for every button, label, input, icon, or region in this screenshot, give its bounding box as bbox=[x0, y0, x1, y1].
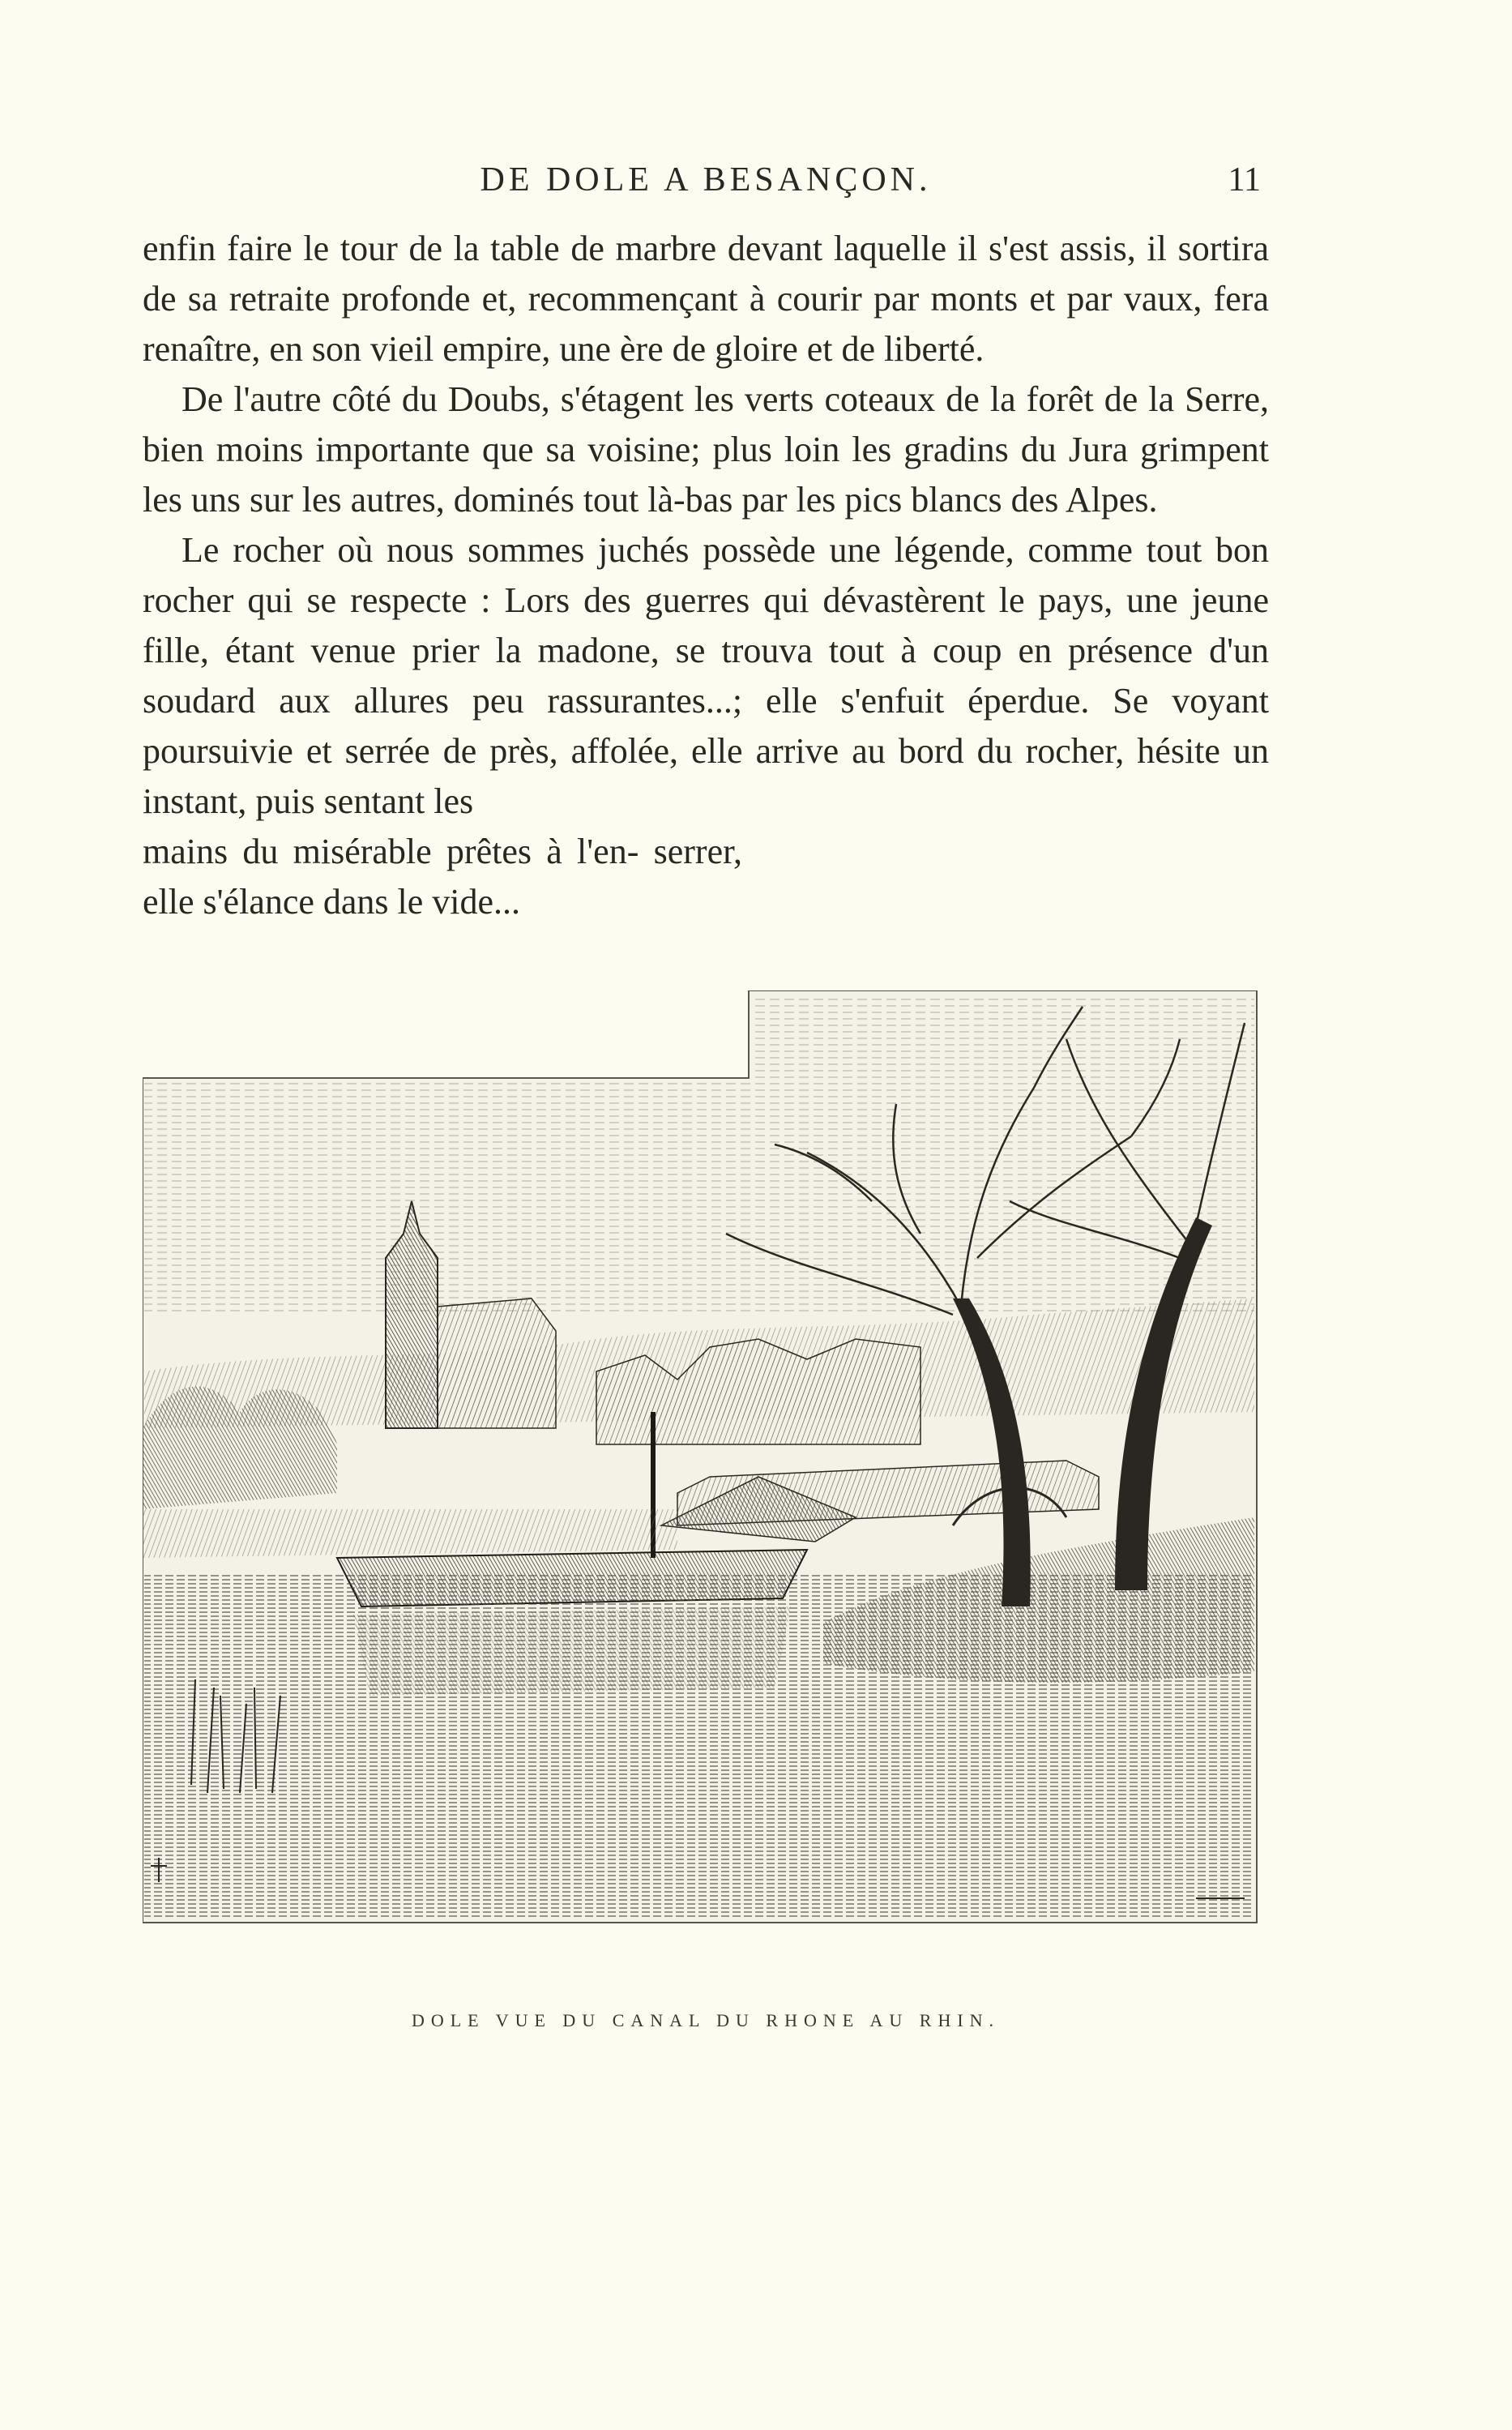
figure-caption: DOLE VUE DU CANAL DU RHONE AU RHIN. bbox=[411, 2010, 1001, 2030]
running-title: DE DOLE A BESANÇON. bbox=[480, 161, 932, 199]
body-text bbox=[143, 224, 1269, 927]
paragraph-legend-end: mains du misérable prêtes à l'en- serrer, elle s'élance dans le vide... bbox=[143, 832, 742, 922]
paragraph-doubs: De l'autre côté du Doubs, s'étagent les verts coteaux de la forêt de la Serre, bien moins importante que sa voisine; plus loin les gradins du Jura grimpent les uns sur les autres, dominés tout là-bas par les pics blancs des Alpes. bbox=[143, 379, 1269, 520]
page-number: 11 bbox=[1228, 161, 1261, 199]
engraving-illustration bbox=[143, 990, 1261, 1955]
running-head bbox=[143, 160, 1269, 209]
engraving-drawing bbox=[143, 990, 1261, 1955]
paragraph-continued: enfin faire le tour de la table de marbre devant laquelle il s'est assis, il sortira de sa retraite profonde et, recommençant à courir par monts et par vaux, fera renaître, en son vieil empire, une ère de gloire et de liberté. bbox=[143, 229, 1269, 369]
paragraph-legend: Le rocher où nous sommes juchés possède une légende, comme tout bon rocher qui se respecte : Lors des guerres qui dévastèrent le pays, une jeune fille, étant venue prier la madone, se trouva tout à coup en présence d'un soudard aux allures peu rassurantes...; elle s'enfuit éperdue. Se voyant poursuivie et serrée de près, affolée, elle arrive au bord du rocher, hésite un instant, puis sentant les bbox=[143, 530, 1269, 821]
